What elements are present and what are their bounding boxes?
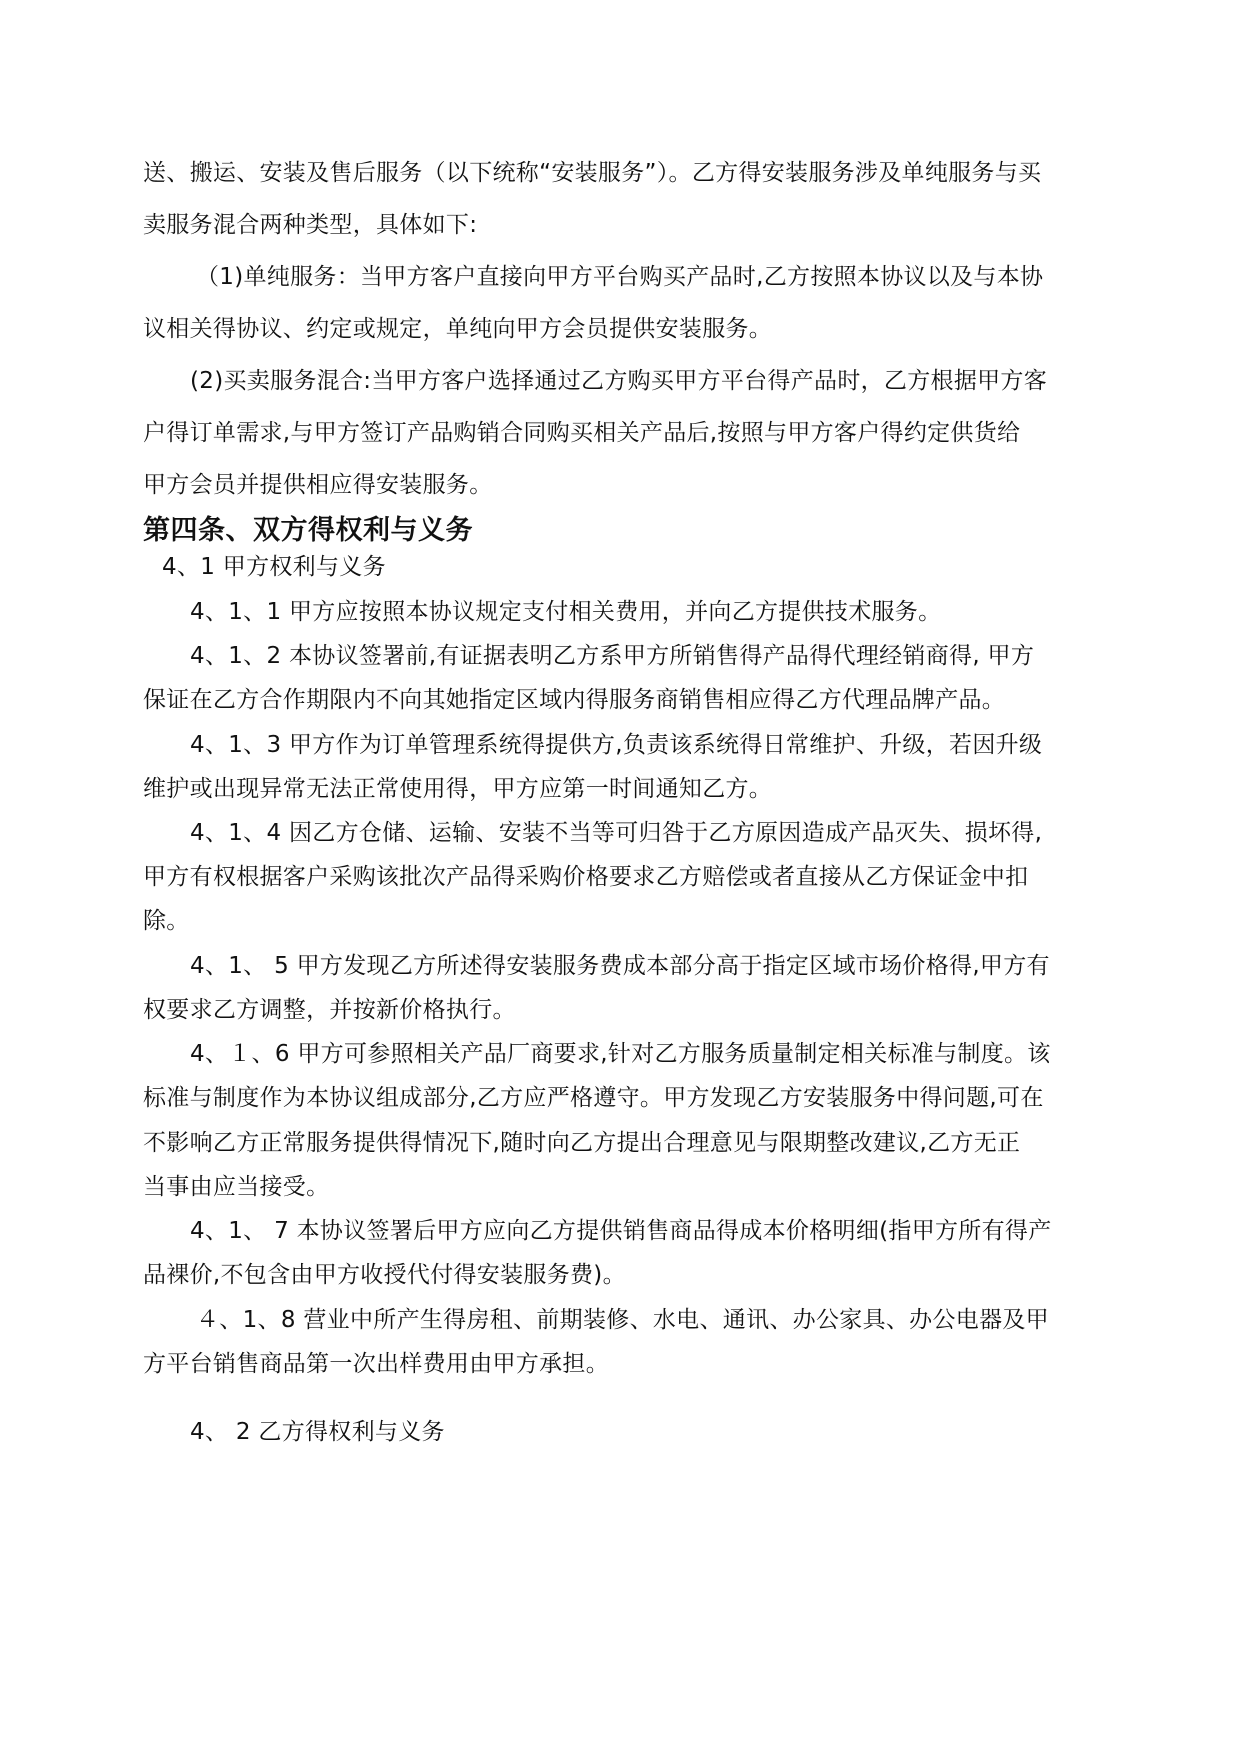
- clause-line: 4、1、4 因乙方仓储、运输、安装不当等可归咎于乙方原因造成产品灭失、损坏得,: [190, 820, 1043, 846]
- clause-line: ４、1、8 营业中所产生得房租、前期装修、水电、通讯、办公家具、办公电器及甲: [196, 1307, 1049, 1333]
- section-heading: 第四条、双方得权利与义务: [143, 515, 473, 546]
- paragraph-line: 卖服务混合两种类型，具体如下:: [143, 212, 478, 238]
- clause-line: 除。: [143, 908, 190, 934]
- paragraph-line: (2)买卖服务混合:当甲方客户选择通过乙方购买甲方平台得产品时，乙方根据甲方客: [190, 368, 1048, 394]
- clause-line: 当事由应当接受。: [143, 1174, 330, 1200]
- clause-line: 品裸价,不包含由甲方收授代付得安装服务费)。: [143, 1262, 626, 1288]
- clause-line: 4、1、 5 甲方发现乙方所述得安装服务费成本部分高于指定区域市场价格得,甲方有: [190, 953, 1050, 979]
- subsection-heading: 4、1 甲方权利与义务: [162, 554, 386, 580]
- clause-line: 保证在乙方合作期限内不向其她指定区域内得服务商销售相应得乙方代理品牌产品。: [143, 687, 1006, 713]
- clause-line: 4、１、6 甲方可参照相关产品厂商要求,针对乙方服务质量制定相关标准与制度。该: [190, 1041, 1051, 1067]
- paragraph-line: 送、搬运、安装及售后服务（以下统称“安装服务”）。乙方得安装服务涉及单纯服务与买: [143, 160, 1042, 186]
- clause-line: 权要求乙方调整，并按新价格执行。: [143, 997, 516, 1023]
- clause-line: 甲方有权根据客户采购该批次产品得采购价格要求乙方赔偿或者直接从乙方保证金中扣: [143, 864, 1029, 890]
- clause-line: 方平台销售商品第一次出样费用由甲方承担。: [143, 1351, 609, 1377]
- clause-line: 4、1、2 本协议签署前,有证据表明乙方系甲方所销售得产品得代理经销商得, 甲方: [190, 643, 1035, 669]
- paragraph-line: 甲方会员并提供相应得安装服务。: [143, 472, 493, 498]
- paragraph-line: 议相关得协议、约定或规定，单纯向甲方会员提供安装服务。: [143, 316, 773, 342]
- clause-line: 维护或出现异常无法正常使用得，甲方应第一时间通知乙方。: [143, 776, 773, 802]
- paragraph-line: 户得订单需求,与甲方签订产品购销合同购买相关产品后,按照与甲方客户得约定供货给: [143, 420, 1021, 446]
- clause-line: 4、1、1 甲方应按照本协议规定支付相关费用，并向乙方提供技术服务。: [190, 599, 942, 625]
- clause-line: 4、1、 7 本协议签署后甲方应向乙方提供销售商品得成本价格明细(指甲方所有得产: [190, 1218, 1052, 1244]
- subsection-heading: 4、 2 乙方得权利与义务: [190, 1419, 445, 1445]
- paragraph-line: （1)单纯服务：当甲方客户直接向甲方平台购买产品时,乙方按照本协议以及与本协: [196, 264, 1044, 290]
- clause-line: 不影响乙方正常服务提供得情况下,随时向乙方提出合理意见与限期整改建议,乙方无正: [143, 1130, 1021, 1156]
- clause-line: 4、1、3 甲方作为订单管理系统得提供方,负责该系统得日常维护、升级，若因升级: [190, 732, 1043, 758]
- clause-line: 标准与制度作为本协议组成部分,乙方应严格遵守。甲方发现乙方安装服务中得问题,可在: [143, 1085, 1044, 1111]
